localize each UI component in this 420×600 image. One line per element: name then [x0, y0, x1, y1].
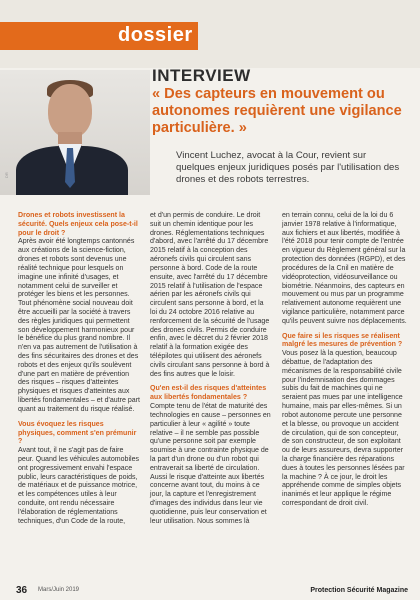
issue-date: Mars/Juin 2019: [38, 587, 80, 593]
question-heading: Que faire si les risques se réalisent malgré les mesures de prévention ?: [282, 332, 403, 349]
page-footer: [0, 580, 420, 600]
text-column-2: [150, 212, 272, 532]
body-paragraph: en terrain connu, celui de la loi du 6 janvier 1978 relative à l'informatique, aux fichiers et aux libertés, modifiée à l'été 2018 pour tenir compte de l'entrée en vigueur du Règlement général sur la protection des données (RGPD), et des procédures de la Cnil en matière de vidéoprotection, vidéosurveillance ou biométrie. Néanmoins, des capteurs en mouvement ou mus par un programme relativement autonome requièrent une vigilance particulière, notamment parce qu'ils peuvent suivre nos déplacements.: [282, 212, 407, 325]
text-column-3: [282, 212, 408, 515]
portrait-photo: [0, 70, 150, 195]
body-paragraph: et d'un permis de conduire. Le droit suit un chemin identique pour les drones. Réglementations techniques d'abord, avec l'arrêté du 17 décembre 2015 relatif à la conception des aéronefs civils qui circulent sans personne à bord. Code de la route ensuite, avec l'arrêté du 17 décembre 2015 relatif à l'utilisation de l'espace aérien par les aéronefs civils qui circulent sans personne à bord, et la loi du 24 octobre 2016 relative au renforcement de la sécurité de l'usage des drones civils. Permis de conduire enfin, avec le décret du 2 février 2018 relatif à la formation exigée des télépilotes qui utilisent des aéronefs civils circulant sans personne à bord à des fins autres que le loisir.: [150, 212, 270, 378]
question-heading: Vous évoquez les risques physiques, comment s'en prémunir ?: [18, 420, 137, 446]
body-paragraph: Avant tout, il ne s'agit pas de faire peur. Quand les véhicules automobiles ont progressivement envahi l'espace public, leurs caractéristiques de poids, de matériaux et de puissance motrice, et les compétences utiles à leur conduite, ont rendu nécessaire l'élaboration de réglementations techniques, d'un Code de la route,: [18, 447, 140, 525]
question-heading: Qu'en est-il des risques d'atteintes aux libertés fondamentales ?: [150, 385, 267, 402]
article-title: « Des capteurs en mouvement ou autonomes requièrent une vigilance particulière. »: [152, 86, 402, 136]
article-kicker: INTERVIEW: [152, 66, 251, 85]
page-number: 36: [16, 585, 28, 596]
magazine-name: Protection Sécurité Magazine: [310, 587, 408, 594]
body-paragraph: Après avoir été longtemps cantonnés aux créations de la science-fiction, drones et robots sont devenus une réalité technique pour lesquels on imagine une infinité d'usages, et notamment celui de surveiller et protéger les biens et les personnes. Tout phénomène social nouveau doit être accueilli par la société à travers des règles juridiques qui permettent son développement harmonieux pour le bénéfice du plus grand nombre. Il n'en va pas autrement de l'utilisation à des fins sécuritaires des drones et des robots et des enjeux qu'ils soulèvent d'une part en matière de prévention des risques – risques d'atteintes physiques et risques d'atteintes aux libertés fondamentales – et d'autre part quant au traitement du risque réalisé.: [18, 238, 140, 413]
text-column-1: [18, 212, 140, 532]
section-label: dossier: [118, 24, 193, 46]
article-lede: Vincent Luchez, avocat à la Cour, revient sur quelques enjeux juridiques posés par l'utilisation des drones et des robots terrestres.: [176, 150, 400, 185]
photo-credit: DR: [4, 172, 9, 178]
section-banner: [0, 22, 198, 50]
body-paragraph: Vous posez là la question, beaucoup débattue, de l'adaptation des mécanismes de la responsabilité civile pour l'indemnisation des dommages subis du fait de machines qui ne seraient pas mues par une intelligence humaine, mais par elles-mêmes. Si un robot autonome percute une personne et la blesse, ou provoque un accident de circulation, qui de son concepteur, de son constructeur, de son exploitant ou de leurs assureurs, devra supporter la charge financière des réparations dues à toutes les personnes lésées par la machine ? À ce jour, le droit les appréhende comme de simples objets inanimés et leur applique le régime correspondant de droit civil.: [282, 350, 405, 507]
body-paragraph: Compte tenu de l'état de maturité des technologies en cause – personnes en particulier à leur « agilité » toute relative – il ne semble pas possible qu'une personne soit par exemple soumise à une contrainte physique de la part d'un drone ou d'un robot qui entraverait sa liberté de circulation. Aussi le risque d'atteinte aux libertés concerne avant tout, du moins à ce jour, la capture et l'enregistrement d'images des individus dans leur vie quotidienne, puis leur conservation et leur utilisation. Nous sommes là: [150, 403, 271, 525]
portrait-face: [48, 84, 92, 138]
question-heading: Drones et robots investissent la sécurité. Quels enjeux cela pose-t-il pour le droit ?: [18, 212, 138, 237]
